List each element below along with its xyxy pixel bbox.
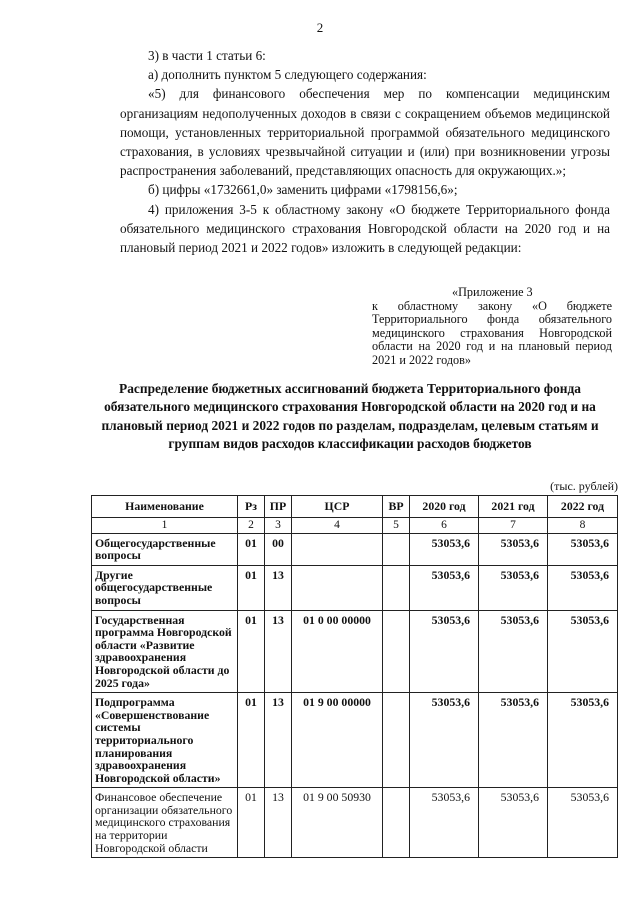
table-row <box>92 693 618 788</box>
col-num: 8 <box>548 518 618 534</box>
page-number: 2 <box>316 20 324 35</box>
header-pr: ПР <box>265 496 292 518</box>
units-label: (тыс. рублей) <box>550 479 618 493</box>
row-2021: 53053,6 <box>479 693 548 788</box>
row-2022: 53053,6 <box>548 788 618 858</box>
row-name: Государственная программа Новгородской области «Развитие здравоохранения Новгородской области до 2025 года» <box>92 610 238 693</box>
col-num: 6 <box>410 518 479 534</box>
row-2020: 53053,6 <box>410 693 479 788</box>
row-2020: 53053,6 <box>410 788 479 858</box>
header-vr: ВР <box>383 496 410 518</box>
row-vr <box>383 565 410 610</box>
row-csr: 01 9 00 50930 <box>292 788 383 858</box>
paragraph-item-b: б) цифры «1732661,0» заменить цифрами «1798156,6»; <box>148 182 458 198</box>
row-pr: 13 <box>265 565 292 610</box>
table-row <box>92 533 618 565</box>
budget-table <box>91 495 618 858</box>
row-2021: 53053,6 <box>479 565 548 610</box>
annex-heading <box>372 286 612 368</box>
row-csr: 01 9 00 00000 <box>292 693 383 788</box>
header-2020: 2020 год <box>410 496 479 518</box>
paragraph-point-5: «5) для финансового обеспечения мер по компенсации медицинским организациям недополученных доходов в связи с сокращением объемов медицинской помощи, установленных территориальной программой обязательного медицинского страхования, в условиях чрезвычайной ситуации и (или) при возникновении угрозы распространения заболеваний, представляющих опасность для окружающих.»; <box>120 86 610 179</box>
row-2021: 53053,6 <box>479 610 548 693</box>
body-text <box>120 46 610 257</box>
row-csr: 01 0 00 00000 <box>292 610 383 693</box>
header-csr: ЦСР <box>292 496 383 518</box>
header-rz: Рз <box>238 496 265 518</box>
paragraph-part-4: 4) приложения 3-5 к областному закону «О бюджете Территориального фонда обязательного медицинского страхования Новгородской области на 2020 год и на плановый период 2021 и 2022 годов» изложить в следующей редакции: <box>120 201 610 256</box>
column-number-row <box>92 518 618 534</box>
row-pr: 00 <box>265 533 292 565</box>
annex-reference: к областному закону «О бюджете Территориального фонда обязательного медицинского страхования Новгородской области на 2020 год и на плановый период 2021 и 2022 годов» <box>372 298 612 367</box>
row-2022: 53053,6 <box>548 565 618 610</box>
col-num: 7 <box>479 518 548 534</box>
row-2020: 53053,6 <box>410 533 479 565</box>
paragraph-item-a: а) дополнить пунктом 5 следующего содержания: <box>148 67 427 83</box>
row-rz: 01 <box>238 610 265 693</box>
row-csr <box>292 565 383 610</box>
table-row <box>92 610 618 693</box>
header-2022: 2022 год <box>548 496 618 518</box>
row-name: Финансовое обеспечение организации обязательного медицинского страхования на территории Новгородской области <box>92 788 238 858</box>
row-2022: 53053,6 <box>548 610 618 693</box>
row-pr: 13 <box>265 788 292 858</box>
paragraph-part-1: 3) в части 1 статьи 6: <box>148 48 266 63</box>
table-title: Распределение бюджетных ассигнований бюджета Территориального фонда обязательного медицинского страхования Новгородской области на 2020 год и на плановый период 2021 и 2022 годов по разделам, подразделам, целевым статьям и группам видов расходов классификации расходов бюджетов <box>101 381 599 452</box>
row-2022: 53053,6 <box>548 693 618 788</box>
row-rz: 01 <box>238 693 265 788</box>
header-name: Наименование <box>92 496 238 518</box>
row-vr <box>383 693 410 788</box>
col-num: 3 <box>265 518 292 534</box>
row-rz: 01 <box>238 565 265 610</box>
row-2021: 53053,6 <box>479 788 548 858</box>
row-vr <box>383 533 410 565</box>
row-vr <box>383 610 410 693</box>
row-rz: 01 <box>238 788 265 858</box>
row-name: Подпрограмма «Совершенствование системы территориального планирования здравоохранения Новгородской области» <box>92 693 238 788</box>
col-num: 4 <box>292 518 383 534</box>
table-header-row <box>92 496 618 518</box>
row-vr <box>383 788 410 858</box>
col-num: 5 <box>383 518 410 534</box>
row-rz: 01 <box>238 533 265 565</box>
annex-line-1: «Приложение 3 <box>452 285 533 299</box>
table-row <box>92 565 618 610</box>
row-pr: 13 <box>265 693 292 788</box>
row-pr: 13 <box>265 610 292 693</box>
col-num: 1 <box>92 518 238 534</box>
row-2020: 53053,6 <box>410 565 479 610</box>
row-name: Другие общегосударственные вопросы <box>92 565 238 610</box>
table-row <box>92 788 618 858</box>
row-2020: 53053,6 <box>410 610 479 693</box>
col-num: 2 <box>238 518 265 534</box>
row-2021: 53053,6 <box>479 533 548 565</box>
row-csr <box>292 533 383 565</box>
header-2021: 2021 год <box>479 496 548 518</box>
row-name: Общегосударственные вопросы <box>92 533 238 565</box>
row-2022: 53053,6 <box>548 533 618 565</box>
